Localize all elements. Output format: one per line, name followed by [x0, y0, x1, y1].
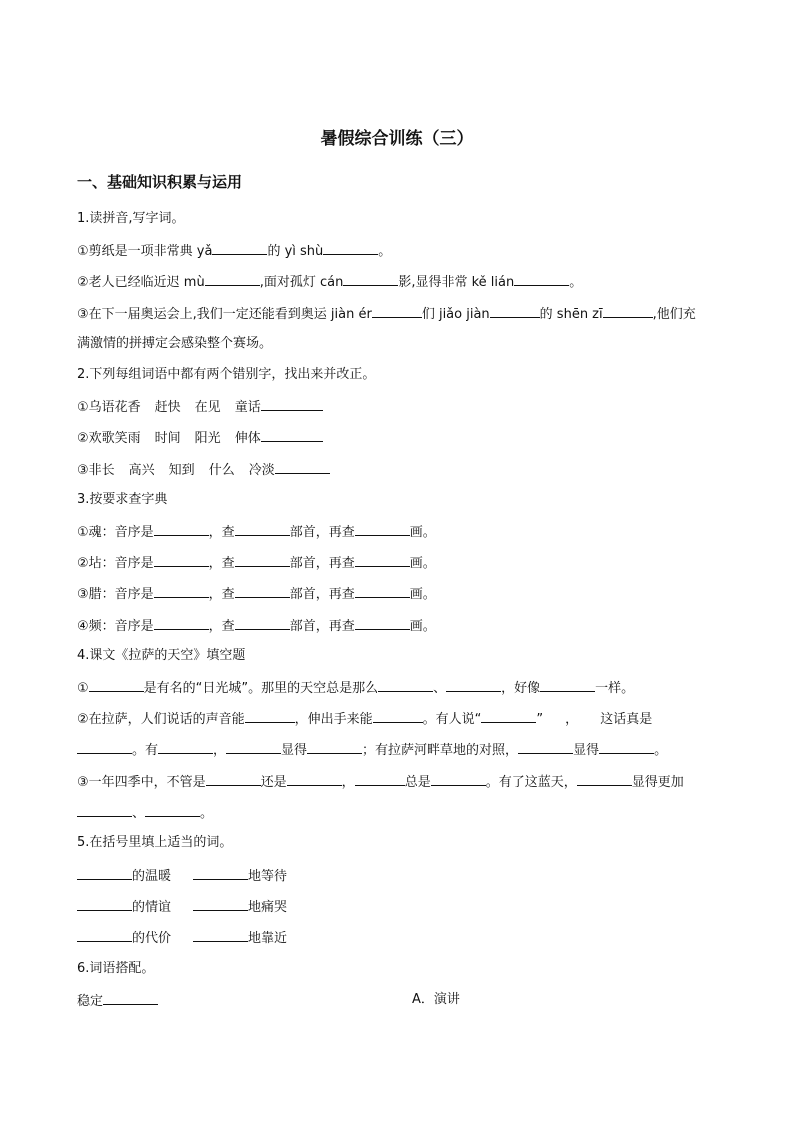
answer-blank[interactable] — [378, 678, 433, 692]
question-4-line-b: ②在拉萨，人们说话的声音能 ，伸出手来能 。有人说“ ” ， 这话真是 — [77, 709, 652, 729]
answer-blank[interactable] — [154, 553, 209, 567]
answer-blank[interactable] — [193, 928, 248, 942]
answer-blank[interactable] — [154, 616, 209, 630]
answer-blank[interactable] — [77, 897, 132, 911]
answer-blank[interactable] — [77, 928, 132, 942]
page-title: 暑假综合训练（三） — [320, 129, 474, 149]
section-heading: 一、基础知识积累与运用 — [77, 173, 243, 191]
answer-blank[interactable] — [287, 772, 342, 786]
question-2-row-2: ②欢歌笑雨 时间 阳光 伸体 — [77, 428, 323, 448]
answer-blank[interactable] — [481, 709, 536, 723]
answer-blank[interactable] — [154, 522, 209, 536]
answer-blank[interactable] — [355, 772, 405, 786]
answer-blank[interactable] — [355, 522, 410, 536]
question-3-row-1: ①魂：音序是 ，查 部首，再查 画。 — [77, 522, 436, 542]
answer-blank[interactable] — [89, 678, 144, 692]
answer-blank[interactable] — [235, 616, 290, 630]
answer-blank[interactable] — [275, 460, 330, 474]
answer-blank[interactable] — [145, 803, 200, 817]
answer-blank[interactable] — [577, 772, 632, 786]
answer-blank[interactable] — [343, 272, 398, 286]
answer-blank[interactable] — [193, 897, 248, 911]
question-4-line-c: ③一年四季中，不管是 还是 ， 总是 。有了这蓝天， 显得更加 — [77, 772, 684, 792]
question-2-heading: 2.下列每组词语中都有两个错别字，找出来并改正。 — [77, 367, 376, 382]
question-6-heading: 6.词语搭配。 — [77, 961, 155, 976]
answer-blank[interactable] — [372, 304, 422, 318]
answer-blank[interactable] — [77, 866, 132, 880]
question-4-heading: 4.课文《拉萨的天空》填空题 — [77, 648, 246, 663]
question-1-line-c: ③在下一届奥运会上,我们一定还能看到奥运 jiàn ér 们 jiǎo jiàn 的 shēn zī ,他们充 — [77, 304, 696, 324]
answer-blank[interactable] — [245, 709, 295, 723]
question-6-left-item: 稳定 — [77, 991, 158, 1011]
question-4-line-b-cont: 。有 ， 显得 ；有拉萨河畔草地的对照， 显得 。 — [77, 740, 667, 760]
answer-blank[interactable] — [307, 740, 362, 754]
answer-blank[interactable] — [158, 740, 213, 754]
answer-blank[interactable] — [235, 522, 290, 536]
answer-blank[interactable] — [212, 241, 267, 255]
question-1-line-a: ①剪纸是一项非常典 yǎ 的 yì shù 。 — [77, 241, 391, 261]
answer-blank[interactable] — [323, 241, 378, 255]
answer-blank[interactable] — [446, 678, 501, 692]
answer-blank[interactable] — [235, 553, 290, 567]
answer-blank[interactable] — [373, 709, 423, 723]
question-5-row-3: 的代价 地靠近 — [77, 928, 287, 948]
answer-blank[interactable] — [206, 772, 261, 786]
answer-blank[interactable] — [518, 740, 573, 754]
question-5-row-2: 的情谊 地痛哭 — [77, 897, 287, 917]
question-2-row-3: ③非长 高兴 知到 什么 冷淡 — [77, 460, 330, 480]
question-2-row-1: ①乌语花香 赶快 在见 童话 — [77, 397, 323, 417]
answer-blank[interactable] — [235, 584, 290, 598]
answer-blank[interactable] — [355, 616, 410, 630]
answer-blank[interactable] — [490, 304, 540, 318]
answer-blank[interactable] — [77, 740, 132, 754]
answer-blank[interactable] — [77, 803, 132, 817]
question-1-heading: 1.读拼音,写字词。 — [77, 211, 185, 226]
answer-blank[interactable] — [599, 740, 654, 754]
answer-blank[interactable] — [540, 678, 595, 692]
question-4-line-c-cont: 、 。 — [77, 803, 213, 823]
question-5-row-1: 的温暖 地等待 — [77, 866, 287, 886]
answer-blank[interactable] — [205, 272, 260, 286]
question-3-row-3: ③腊：音序是 ，查 部首，再查 画。 — [77, 584, 436, 604]
answer-blank[interactable] — [355, 584, 410, 598]
question-6-choice-a: A．演讲 — [412, 992, 460, 1007]
question-3-row-2: ②坫：音序是 ，查 部首，再查 画。 — [77, 553, 436, 573]
question-3-row-4: ④频：音序是 ，查 部首，再查 画。 — [77, 616, 436, 636]
answer-blank[interactable] — [603, 304, 653, 318]
question-4-line-a: ① 是有名的“日光城”。那里的天空总是那么 、 ，好像 一样。 — [77, 678, 634, 698]
answer-blank[interactable] — [261, 397, 323, 411]
answer-blank[interactable] — [154, 584, 209, 598]
question-1-line-b: ②老人已经临近迟 mù ,面对孤灯 cán 影,显得非常 kě lián 。 — [77, 272, 582, 292]
answer-blank[interactable] — [193, 866, 248, 880]
question-5-heading: 5.在括号里填上适当的词。 — [77, 835, 233, 850]
answer-blank[interactable] — [261, 428, 323, 442]
answer-blank[interactable] — [431, 772, 486, 786]
answer-blank[interactable] — [355, 553, 410, 567]
answer-blank[interactable] — [103, 991, 158, 1005]
answer-blank[interactable] — [514, 272, 569, 286]
question-3-heading: 3.按要求查字典 — [77, 492, 168, 507]
answer-blank[interactable] — [226, 740, 281, 754]
question-1-line-c-cont: 满激情的拼搏定会感染整个赛场。 — [77, 336, 273, 351]
